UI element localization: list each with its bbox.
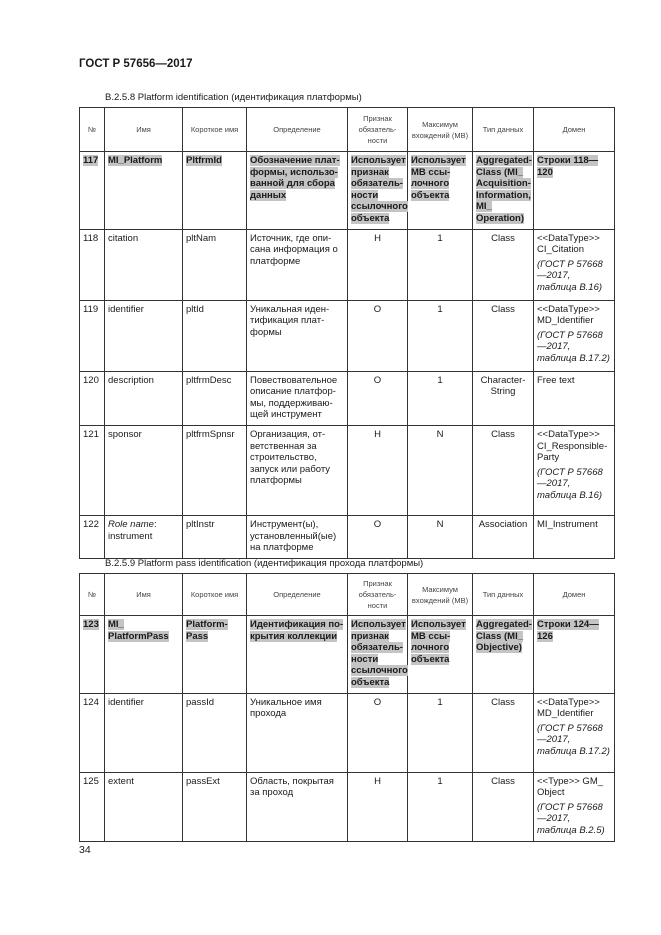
row-domain: Строки 124—126: [534, 616, 615, 694]
row-name: identifier: [105, 300, 183, 371]
row-definition: Повествовательное описание платфор-мы, поддерживаю-щей инструмент: [247, 371, 348, 425]
row-domain: MI_Instrument: [534, 515, 615, 558]
table-row: [80, 152, 615, 230]
header-data-type: Тип данных: [473, 108, 534, 152]
row-short-name: pltInstr: [183, 515, 247, 558]
row-domain: [534, 229, 615, 300]
row-short-name: passId: [183, 693, 247, 772]
row-obligation: О: [348, 515, 408, 558]
row-obligation: Использует признак обязатель-ности ссылочного объекта: [348, 616, 408, 694]
row-name: description: [105, 371, 183, 425]
row-definition: Источник, где опи-сана информация о платформе: [247, 229, 348, 300]
row-short-name: pltfrmSpnsr: [183, 425, 247, 515]
row-definition: Область, покрытая за проход: [247, 772, 348, 841]
row-number: 124: [80, 693, 105, 772]
header-domain: Домен: [534, 574, 615, 616]
row-short-name: pltfrmDesc: [183, 371, 247, 425]
row-number: 119: [80, 300, 105, 371]
row-number: 118: [80, 229, 105, 300]
row-obligation: Н: [348, 772, 408, 841]
row-max-occurrence: 1: [408, 229, 473, 300]
row-short-name: Platform-Pass: [183, 616, 247, 694]
document-id: ГОСТ Р 57656—2017: [79, 58, 193, 70]
row-name: sponsor: [105, 425, 183, 515]
platform-pass-table: [79, 573, 615, 842]
row-definition: Инструмент(ы), установленный(ые) на платформе: [247, 515, 348, 558]
header-max-occurrence: Максимум вхождений (МВ): [408, 574, 473, 616]
row-data-type: Class: [473, 229, 534, 300]
row-domain: Free text: [534, 371, 615, 425]
row-obligation: О: [348, 300, 408, 371]
row-number: 122: [80, 515, 105, 558]
row-name: citation: [105, 229, 183, 300]
row-obligation: Н: [348, 425, 408, 515]
row-data-type: Aggregated-Class (MI_ Acquisition-Information, MI_ Operation): [473, 152, 534, 230]
row-data-type: Class: [473, 772, 534, 841]
page-number: 34: [79, 844, 91, 856]
row-definition: Обозначение плат-формы, использо-ванной для сбора данных: [247, 152, 348, 230]
row-name: MI_ PlatformPass: [105, 616, 183, 694]
table-row: [80, 515, 615, 558]
header-obligation: Признак обязатель-ности: [348, 574, 408, 616]
domain-reference: (ГОСТ Р 57668—2017, таблица В.16): [537, 258, 603, 293]
row-obligation: Использует признак обязатель-ности ссылочного объекта: [348, 152, 408, 230]
row-max-occurrence: 1: [408, 772, 473, 841]
table-row: [80, 616, 615, 694]
row-obligation: О: [348, 371, 408, 425]
section-caption-platform-pass: B.2.5.9 Platform pass identification (идентификация прохода платформы): [105, 558, 424, 569]
row-max-occurrence: 1: [408, 300, 473, 371]
row-max-occurrence: Использует МВ ссы-лочного объекта: [408, 152, 473, 230]
domain-reference: (ГОСТ Р 57668—2017, таблица В.17.2): [537, 329, 610, 364]
header-max-occurrence: Максимум вхождений (МВ): [408, 108, 473, 152]
domain-reference: (ГОСТ Р 57668—2017, таблица В.2.5): [537, 801, 605, 836]
header-domain: Домен: [534, 108, 615, 152]
row-max-occurrence: 1: [408, 693, 473, 772]
platform-identification-table: [79, 107, 615, 559]
header-short-name: Короткое имя: [183, 574, 247, 616]
row-definition: Идентификация по-крытия коллекции: [247, 616, 348, 694]
row-max-occurrence: N: [408, 515, 473, 558]
row-data-type: Association: [473, 515, 534, 558]
row-data-type: Aggregated-Class (MI_ Objective): [473, 616, 534, 694]
table-row: [80, 300, 615, 371]
header-definition: Определение: [247, 108, 348, 152]
row-domain: [534, 300, 615, 371]
table-row: [80, 693, 615, 772]
row-data-type: Character-String: [473, 371, 534, 425]
row-number: 121: [80, 425, 105, 515]
row-domain: [534, 772, 615, 841]
row-number: 117: [80, 152, 105, 230]
row-definition: Уникальное имя прохода: [247, 693, 348, 772]
row-name: identifier: [105, 693, 183, 772]
row-max-occurrence: 1: [408, 371, 473, 425]
domain-value: <<DataType>> MD_Identifier: [537, 696, 600, 720]
header-obligation: Признак обязатель-ности: [348, 108, 408, 152]
row-short-name: passExt: [183, 772, 247, 841]
table-row: [80, 772, 615, 841]
row-definition: Уникальная иден-тификация плат-формы: [247, 300, 348, 371]
table-row: [80, 229, 615, 300]
section-caption-platform-identification: B.2.5.8 Platform identification (идентификация платформы): [105, 92, 362, 103]
header-data-type: Тип данных: [473, 574, 534, 616]
header-short-name: Короткое имя: [183, 108, 247, 152]
row-short-name: PltfrmId: [183, 152, 247, 230]
header-name: Имя: [105, 108, 183, 152]
row-data-type: Class: [473, 425, 534, 515]
row-max-occurrence: Использует МВ ссы-лочного объекта: [408, 616, 473, 694]
row-domain: [534, 693, 615, 772]
row-name: Role name: instrument: [105, 515, 183, 558]
domain-reference: (ГОСТ Р 57668—2017, таблица В.17.2): [537, 722, 610, 757]
table-row: [80, 425, 615, 515]
row-number: 123: [80, 616, 105, 694]
table-row: [80, 371, 615, 425]
row-obligation: О: [348, 693, 408, 772]
row-number: 125: [80, 772, 105, 841]
row-domain: Строки 118—120: [534, 152, 615, 230]
domain-value: <<Type>> GM_ Object: [537, 775, 604, 799]
row-short-name: pltId: [183, 300, 247, 371]
header-number: №: [80, 574, 105, 616]
domain-value: <<DataType>> MD_Identifier: [537, 303, 600, 327]
row-domain: [534, 425, 615, 515]
row-data-type: Class: [473, 300, 534, 371]
header-name: Имя: [105, 574, 183, 616]
row-name: extent: [105, 772, 183, 841]
domain-reference: (ГОСТ Р 57668—2017, таблица В.16): [537, 466, 603, 501]
row-obligation: Н: [348, 229, 408, 300]
row-data-type: Class: [473, 693, 534, 772]
table-header-row: [80, 574, 615, 616]
row-name: MI_Platform: [105, 152, 183, 230]
row-definition: Организация, от-ветственная за строительство, запуск или работу платформы: [247, 425, 348, 515]
header-number: №: [80, 108, 105, 152]
row-short-name: pltNam: [183, 229, 247, 300]
role-value: instrument: [108, 530, 153, 542]
row-number: 120: [80, 371, 105, 425]
domain-value: <<DataType>> CI_Responsible-Party: [537, 428, 608, 464]
row-max-occurrence: N: [408, 425, 473, 515]
table-header-row: [80, 108, 615, 152]
domain-value: <<DataType>> CI_Citation: [537, 232, 600, 256]
header-definition: Определение: [247, 574, 348, 616]
role-label: Role name: [108, 518, 154, 530]
